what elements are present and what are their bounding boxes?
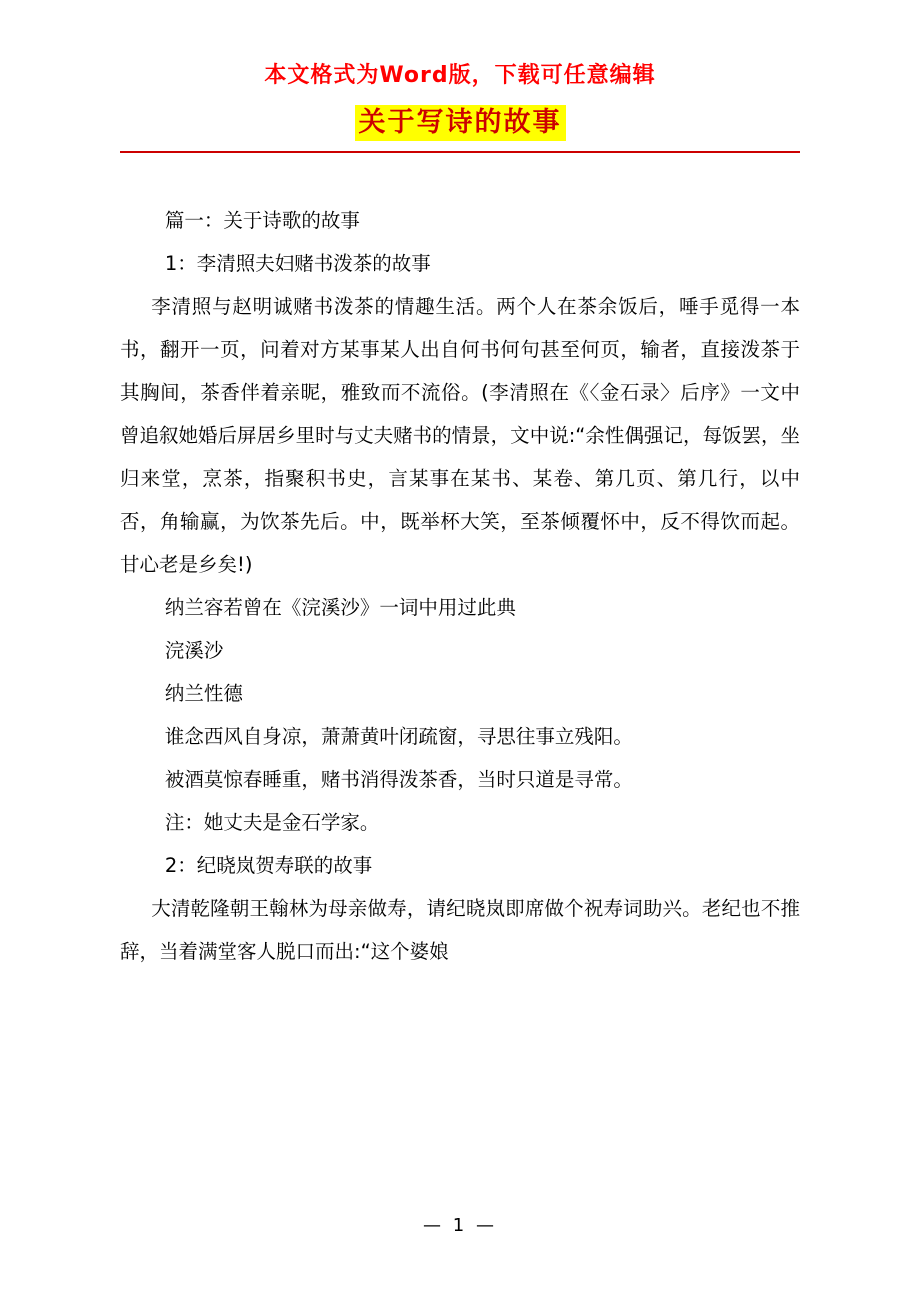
title-divider [120, 151, 800, 153]
paragraph-item-2-body: 大清乾隆朝王翰林为母亲做寿，请纪晓岚即席做个祝寿词助兴。老纪也不推辞，当着满堂客人脱口而出:“这个婆娘 [120, 897, 800, 964]
paragraph-poem-author: 纳兰性德 [164, 682, 243, 706]
document-body [120, 199, 800, 973]
paragraph-section-heading: 篇一：关于诗歌的故事 [164, 209, 360, 233]
page-title-wrap [120, 105, 800, 141]
paragraph-item-1-title: 1：李清照夫妇赌书泼茶的故事 [164, 252, 431, 276]
paragraph-poem-title: 浣溪沙 [164, 639, 224, 663]
paragraph-nalan-intro: 纳兰容若曾在《浣溪沙》一词中用过此典 [164, 596, 516, 620]
page-title: 关于写诗的故事 [355, 105, 566, 141]
paragraph-poem-line-2: 被酒莫惊春睡重，赌书消得泼茶香，当时只道是寻常。 [164, 768, 633, 792]
page-number: — 1 — [423, 1215, 497, 1236]
word-format-banner: 本文格式为Word版，下载可任意编辑 [264, 63, 656, 88]
paragraph-poem-line-1: 谁念西风自身凉，萧萧黄叶闭疏窗，寻思往事立残阳。 [164, 725, 633, 749]
paragraph-note: 注：她丈夫是金石学家。 [164, 811, 380, 835]
paragraph-item-2-title: 2：纪晓岚贺寿联的故事 [164, 854, 373, 878]
paragraph-item-1-body: 李清照与赵明诚赌书泼茶的情趣生活。两个人在茶余饭后，唾手觅得一本书，翻开一页，问着对方某事某人出自何书何句甚至何页，输者，直接泼茶于其胸间，茶香伴着亲昵，雅致而不流俗。(李清照在《〈金石录〉后序》一文中曾追叙她婚后屏居乡里时与丈夫赌书的情景，文中说:“余性偶强记，每饭罢，坐归来堂，烹茶，指聚积书史，言某事在某书、某卷、第几页、第几行，以中否，角输赢，为饮茶先后。中，既举杯大笑，至茶倾覆怀中，反不得饮而起。甘心老是乡矣!) [120, 295, 800, 577]
